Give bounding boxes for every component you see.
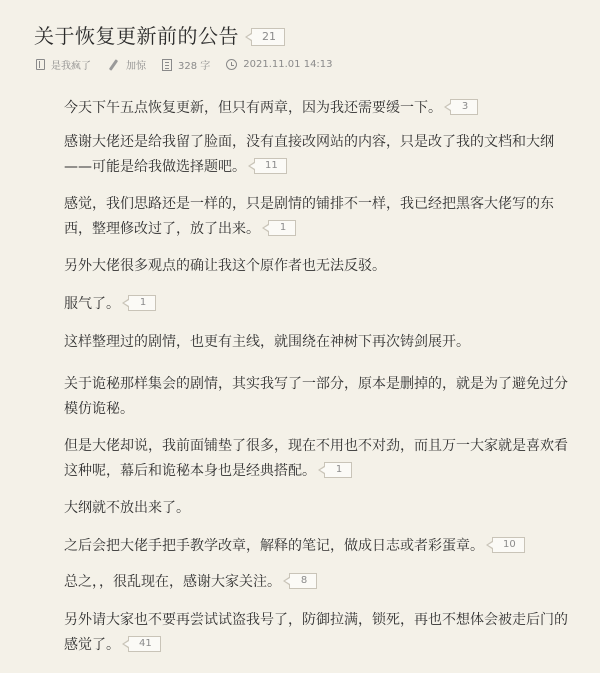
paragraph — [64, 330, 576, 355]
paragraph-comment-badge[interactable]: 8 — [289, 573, 317, 589]
paragraph-comment-badge[interactable]: 1 — [128, 295, 156, 311]
book-icon — [36, 59, 45, 70]
article-meta — [36, 57, 349, 72]
paragraph — [64, 372, 576, 422]
pen-icon — [107, 59, 120, 71]
document-icon — [162, 59, 172, 71]
paragraph-text: 另外大佬很多观点的确让我这个原作者也无法反驳。 — [64, 258, 386, 274]
paragraph — [64, 254, 576, 279]
author-name[interactable]: 加惊 — [126, 61, 146, 72]
paragraph-comment-badge[interactable]: 3 — [450, 99, 478, 115]
publish-time: 2021.11.01 14:13 — [243, 59, 333, 70]
book-meta[interactable] — [36, 57, 91, 72]
paragraph — [64, 434, 576, 484]
paragraph-text: 感谢大佬还是给我留了脸面，没有直接改网站的内容，只是改了我的文档和大纲——可能是给我做选择题吧。 — [64, 134, 554, 175]
paragraph — [64, 534, 576, 559]
paragraph-text: 总之，，很乱现在，感谢大家关注。 — [64, 574, 281, 590]
paragraph-comment-badge[interactable]: 1 — [268, 220, 296, 236]
paragraph — [64, 608, 576, 658]
paragraph — [64, 570, 576, 595]
title-row — [34, 22, 285, 50]
title-comment-badge[interactable]: 21 — [251, 28, 285, 46]
paragraph-text: 服气了。 — [64, 296, 120, 312]
paragraph-text: 大纲就不放出来了。 — [64, 500, 190, 516]
paragraph-text: 今天下午五点恢复更新，但只有两章，因为我还需要缓一下。 — [64, 100, 442, 116]
paragraph-text: 另外请大家也不要再尝试试盗我号了，防御拉满，锁死，再也不想体会被走后门的感觉了。 — [64, 612, 568, 653]
paragraph-comment-badge[interactable]: 11 — [254, 158, 287, 174]
paragraph-text: 但是大佬却说，我前面铺垫了很多，现在不用也不对劲，而且万一大家就是喜欢看这种呢，幕后和诡秘本身也是经典搭配。 — [64, 438, 568, 479]
clock-icon — [226, 59, 237, 70]
paragraph-comment-badge[interactable]: 41 — [128, 636, 161, 652]
paragraph-text: 之后会把大佬手把手教学改章，解释的笔记，做成日志或者彩蛋章。 — [64, 538, 484, 554]
paragraph — [64, 96, 576, 121]
word-count: 328 字 — [178, 61, 211, 72]
book-name[interactable]: 是我疯了 — [51, 61, 91, 72]
paragraph — [64, 496, 576, 521]
paragraph-text: 关于诡秘那样集会的剧情，其实我写了一部分，原本是删掉的，就是为了避免过分模仿诡秘。 — [64, 376, 568, 417]
author-meta[interactable] — [107, 57, 146, 72]
word-count-meta — [162, 57, 210, 72]
page-title: 关于恢复更新前的公告 — [34, 24, 239, 48]
paragraph — [64, 192, 576, 242]
paragraph-comment-badge[interactable]: 1 — [324, 462, 352, 478]
paragraph-text: 这样整理过的剧情，也更有主线，就围绕在神树下再次铸剑展开。 — [64, 334, 470, 350]
paragraph-comment-badge[interactable]: 10 — [492, 537, 525, 553]
time-meta — [226, 59, 332, 70]
paragraph — [64, 292, 576, 317]
paragraph — [64, 130, 576, 180]
paragraph-text: 感觉，我们思路还是一样的，只是剧情的铺排不一样，我已经把黑客大佬写的东西，整理修改过了，放了出来。 — [64, 196, 554, 237]
